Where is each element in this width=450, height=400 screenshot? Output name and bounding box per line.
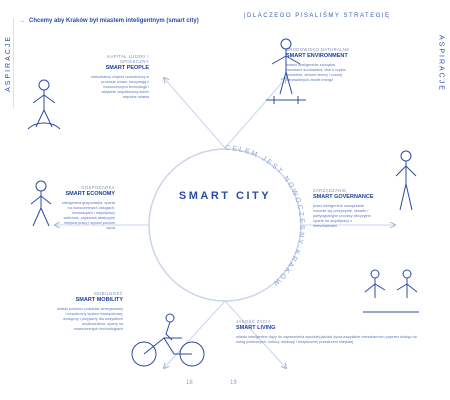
center-title: SMART CITY — [178, 190, 272, 202]
ring-text — [225, 145, 305, 288]
living-illustration — [355, 264, 427, 322]
smart-mobility-label: MOBILNOŚĆ — [94, 291, 123, 296]
governance-illustration — [386, 148, 426, 218]
smart-governance-block — [313, 188, 375, 229]
smart-economy-text: inteligentna gospodarka, oparta na nowoczesnych usługach, innowacjach i współpracy sektorów, zapewnia atrakcyjne miejsca pracy i wysoki poziom życia — [61, 201, 115, 230]
smart-living-block — [236, 319, 420, 345]
arrow-people — [164, 78, 225, 148]
economy-illustration — [17, 178, 65, 232]
left-spine-label: ASPIRACJE — [3, 18, 14, 108]
arrow-icon: → — [19, 18, 25, 24]
smart-people-block — [91, 54, 149, 100]
smart-governance-label: ZARZĄDZANIE — [313, 188, 347, 193]
smart-living-text: miasto inteligentne dąży do zapewnienia wysokiej jakości życia wszystkim mieszkańcom poprzez dostęp do usług publicznych, kultury, edukacji i bezpiecznej przestrzeni miejskiej — [236, 335, 417, 344]
ring-textpath: CELEM JEST NOWOCZESNY KRAKÓW — [224, 144, 306, 288]
smart-economy-title: SMART ECONOMY — [65, 191, 115, 197]
smart-living-label: JAKOŚĆ ŻYCIA — [236, 319, 272, 324]
people-illustration — [16, 75, 72, 143]
smart-economy-block — [57, 185, 115, 231]
mobility-illustration — [126, 310, 210, 372]
smart-people-label: KAPITAŁ LUDZKI I SPOŁECZNY — [107, 54, 149, 64]
section-header: |DLACZEGO PISALIŚMY STRATEGIĘ — [244, 13, 391, 19]
page-number-right: 19 — [230, 380, 237, 386]
smart-environment-text: miasto inteligentnie zarządza zasobami środowiska, dba o czyste powietrze, zielone tereny i rozwój odnawialnych źródeł energii — [286, 63, 346, 82]
smart-economy-label: GOSPODARKA — [81, 185, 115, 190]
smart-people-text: mieszkańcy chętnie uczestniczą w procesie zmian, korzystają z nowoczesnych technologii i aktywnie współtworzą dobro wspólne miasta — [91, 75, 149, 99]
smart-mobility-text: miasto powinno posiadać zintegrowany i bezpieczny system transportowy, dostępny i przyjazny dla wszystkich użytkowników, oparty na nowoczesnych technologiach — [56, 307, 123, 331]
right-spine-label: ASPIRACJE — [437, 34, 445, 92]
smart-environment-label: ŚRODOWISKO NATURALNE — [286, 47, 350, 52]
intro-text: → Chcemy aby Kraków był miastem inteligentnym (smart city) — [19, 18, 199, 24]
smart-mobility-block — [56, 291, 123, 332]
smart-environment-title: SMART ENVIRONMENT — [286, 53, 348, 59]
environment-illustration — [258, 34, 314, 110]
smart-people-title: SMART PEOPLE — [105, 65, 149, 71]
smart-living-title: SMART LIVING — [236, 325, 276, 331]
page-number-left: 18 — [186, 380, 193, 386]
smart-mobility-title: SMART MOBILITY — [75, 297, 123, 303]
smart-governance-title: SMART GOVERNANCE — [313, 194, 374, 200]
smart-governance-text: przez inteligentne zarządzanie rozumie się przejrzyste, otwarte i partycypacyjne procesy decyzyjne, oparte na współpracy z mieszkańcami — [313, 204, 372, 228]
